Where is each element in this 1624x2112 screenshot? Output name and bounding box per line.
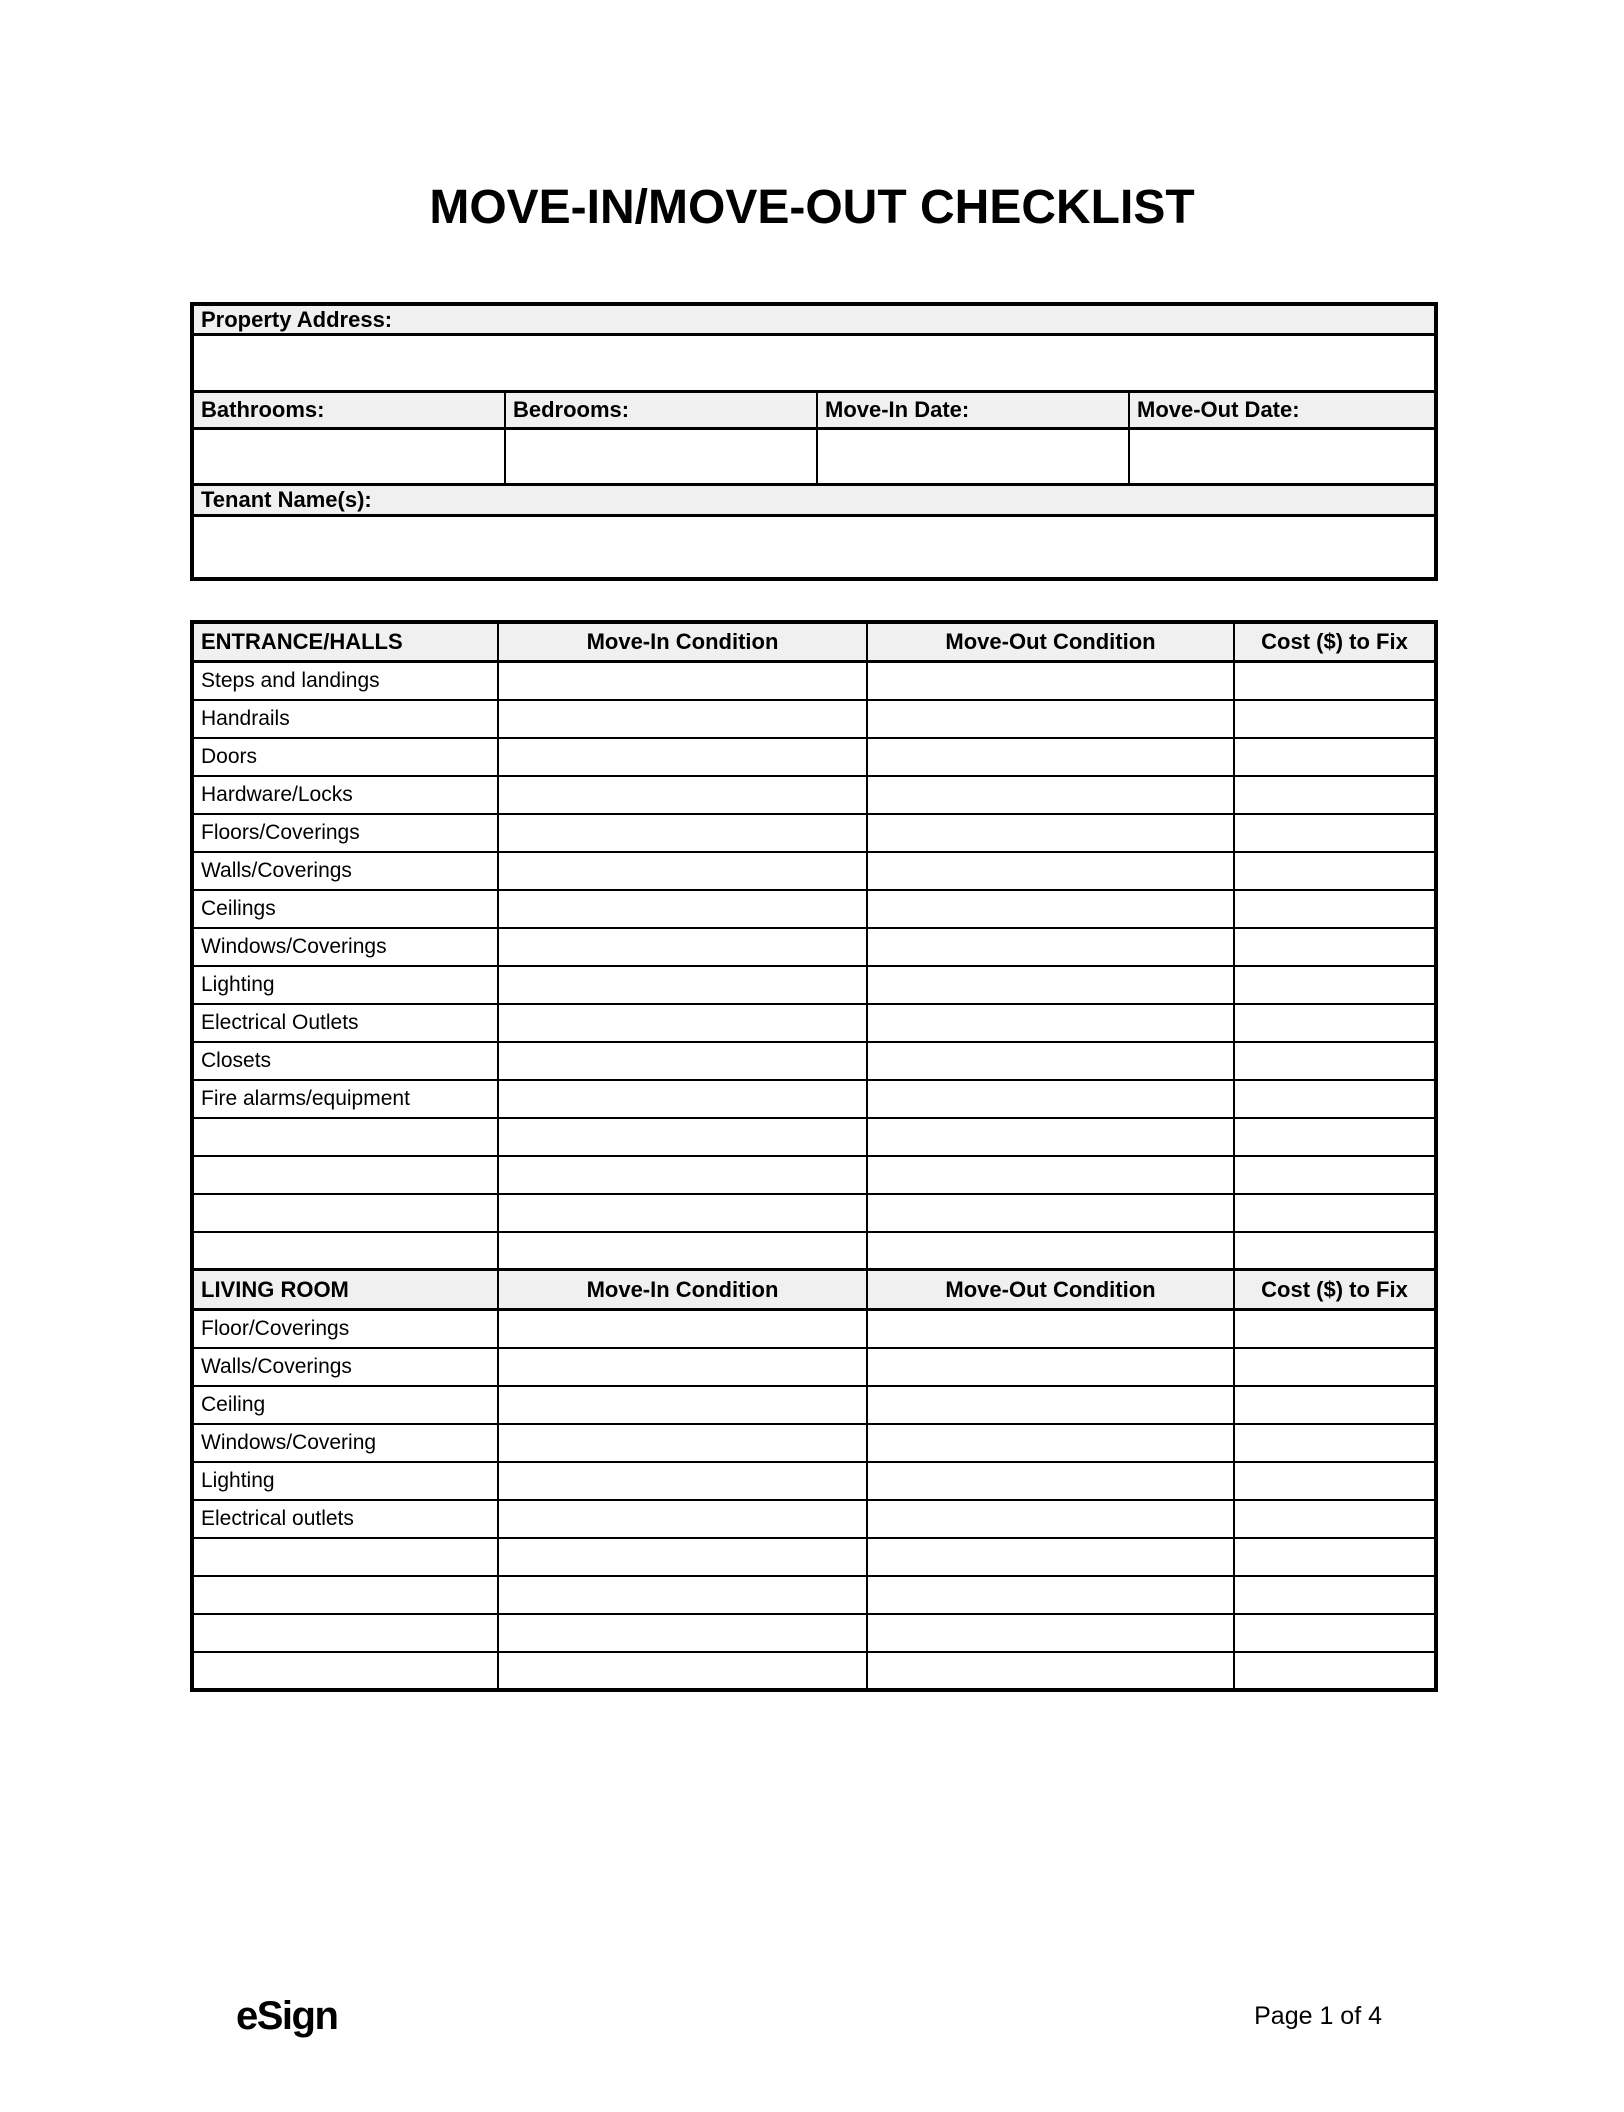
document-content <box>190 0 1434 1692</box>
living-room-section <box>192 1270 1436 1690</box>
property-address-value-row <box>192 335 1436 392</box>
item-label-field[interactable] <box>192 1652 498 1690</box>
move-in-condition-cell[interactable] <box>498 1310 867 1348</box>
move-in-condition-cell[interactable] <box>498 738 867 776</box>
cost-to-fix-cell[interactable] <box>1234 1500 1436 1538</box>
cost-to-fix-cell[interactable] <box>1234 700 1436 738</box>
item-label: Electrical Outlets <box>192 1004 498 1042</box>
item-label: Windows/Covering <box>192 1424 498 1462</box>
section-header-row <box>192 622 1436 662</box>
bathrooms-field[interactable] <box>192 429 505 485</box>
move-out-condition-header: Move-Out Condition <box>867 622 1234 662</box>
item-label: Hardware/Locks <box>192 776 498 814</box>
bathrooms-label: Bathrooms: <box>192 392 505 429</box>
move-out-condition-cell[interactable] <box>867 700 1234 738</box>
move-out-condition-cell[interactable] <box>867 1652 1234 1690</box>
item-label-field[interactable] <box>192 1614 498 1652</box>
move-out-condition-cell[interactable] <box>867 1424 1234 1462</box>
tenant-names-value-row <box>192 516 1436 579</box>
move-in-condition-cell[interactable] <box>498 1156 867 1194</box>
move-in-condition-cell[interactable] <box>498 1194 867 1232</box>
checklist-row <box>192 1652 1436 1690</box>
move-in-condition-cell[interactable] <box>498 1500 867 1538</box>
item-label: Closets <box>192 1042 498 1080</box>
move-out-condition-cell[interactable] <box>867 1462 1234 1500</box>
item-label-field[interactable] <box>192 1232 498 1270</box>
move-in-condition-cell[interactable] <box>498 700 867 738</box>
move-out-condition-cell[interactable] <box>867 1348 1234 1386</box>
cost-to-fix-cell[interactable] <box>1234 1118 1436 1156</box>
item-label: Lighting <box>192 1462 498 1500</box>
move-out-condition-cell[interactable] <box>867 1614 1234 1652</box>
checklist-row <box>192 1614 1436 1652</box>
move-in-condition-cell[interactable] <box>498 852 867 890</box>
checklist-row <box>192 1538 1436 1576</box>
item-label: Ceilings <box>192 890 498 928</box>
checklist-row <box>192 1042 1436 1080</box>
move-out-condition-cell[interactable] <box>867 1080 1234 1118</box>
move-in-condition-cell[interactable] <box>498 662 867 700</box>
cost-to-fix-cell[interactable] <box>1234 738 1436 776</box>
move-out-condition-cell[interactable] <box>867 1500 1234 1538</box>
property-address-field[interactable] <box>192 335 1436 392</box>
unit-info-value-row <box>192 429 1436 485</box>
item-label: Floor/Coverings <box>192 1310 498 1348</box>
checklist-table <box>190 620 1438 1692</box>
property-info-table <box>190 302 1438 581</box>
tenant-names-field[interactable] <box>192 516 1436 579</box>
move-out-condition-cell[interactable] <box>867 1386 1234 1424</box>
move-in-condition-cell[interactable] <box>498 1004 867 1042</box>
checklist-row <box>192 1080 1436 1118</box>
cost-to-fix-cell[interactable] <box>1234 966 1436 1004</box>
checklist-row <box>192 1310 1436 1348</box>
move-out-condition-cell[interactable] <box>867 928 1234 966</box>
item-label: Doors <box>192 738 498 776</box>
item-label-field[interactable] <box>192 1538 498 1576</box>
item-label: Walls/Coverings <box>192 1348 498 1386</box>
cost-to-fix-cell[interactable] <box>1234 1348 1436 1386</box>
cost-to-fix-cell[interactable] <box>1234 1462 1436 1500</box>
cost-to-fix-cell[interactable] <box>1234 662 1436 700</box>
checklist-row <box>192 1500 1436 1538</box>
checklist-row <box>192 928 1436 966</box>
move-in-condition-cell[interactable] <box>498 1576 867 1614</box>
section-title: LIVING ROOM <box>192 1270 498 1310</box>
item-label: Walls/Coverings <box>192 852 498 890</box>
item-label: Handrails <box>192 700 498 738</box>
cost-to-fix-cell[interactable] <box>1234 1156 1436 1194</box>
cost-to-fix-cell[interactable] <box>1234 890 1436 928</box>
tenant-names-header-row <box>192 485 1436 516</box>
move-in-condition-cell[interactable] <box>498 1538 867 1576</box>
cost-to-fix-cell[interactable] <box>1234 928 1436 966</box>
checklist-row <box>192 1386 1436 1424</box>
move-out-condition-cell[interactable] <box>867 890 1234 928</box>
move-in-condition-cell[interactable] <box>498 1386 867 1424</box>
cost-to-fix-cell[interactable] <box>1234 1614 1436 1652</box>
move-out-date-field[interactable] <box>1129 429 1436 485</box>
cost-to-fix-header: Cost ($) to Fix <box>1234 1270 1436 1310</box>
item-label: Steps and landings <box>192 662 498 700</box>
move-in-condition-cell[interactable] <box>498 1424 867 1462</box>
move-out-date-label: Move-Out Date: <box>1129 392 1436 429</box>
move-in-condition-cell[interactable] <box>498 890 867 928</box>
move-out-condition-cell[interactable] <box>867 1194 1234 1232</box>
item-label-field[interactable] <box>192 1118 498 1156</box>
bedrooms-label: Bedrooms: <box>505 392 817 429</box>
checklist-row <box>192 700 1436 738</box>
move-in-condition-cell[interactable] <box>498 1118 867 1156</box>
checklist-row <box>192 890 1436 928</box>
checklist-row <box>192 966 1436 1004</box>
page-footer <box>190 1990 1434 2042</box>
checklist-row <box>192 1576 1436 1614</box>
cost-to-fix-cell[interactable] <box>1234 814 1436 852</box>
cost-to-fix-cell[interactable] <box>1234 1232 1436 1270</box>
cost-to-fix-cell[interactable] <box>1234 1424 1436 1462</box>
cost-to-fix-cell[interactable] <box>1234 1042 1436 1080</box>
move-out-condition-cell[interactable] <box>867 776 1234 814</box>
property-address-label: Property Address: <box>192 304 1436 335</box>
checklist-row <box>192 1424 1436 1462</box>
section-header-row <box>192 1270 1436 1310</box>
checklist-row <box>192 1232 1436 1270</box>
move-out-condition-cell[interactable] <box>867 1232 1234 1270</box>
cost-to-fix-cell[interactable] <box>1234 1538 1436 1576</box>
unit-info-header-row <box>192 392 1436 429</box>
cost-to-fix-cell[interactable] <box>1234 1652 1436 1690</box>
move-out-condition-cell[interactable] <box>867 662 1234 700</box>
checklist-row <box>192 738 1436 776</box>
item-label: Windows/Coverings <box>192 928 498 966</box>
item-label: Lighting <box>192 966 498 1004</box>
page-indicator: Page 1 of 4 <box>1254 2001 1382 2030</box>
move-in-condition-cell[interactable] <box>498 1652 867 1690</box>
move-in-condition-cell[interactable] <box>498 1080 867 1118</box>
property-address-header-row <box>192 304 1436 335</box>
item-label-field[interactable] <box>192 1576 498 1614</box>
move-in-condition-header: Move-In Condition <box>498 622 867 662</box>
cost-to-fix-cell[interactable] <box>1234 1386 1436 1424</box>
move-out-condition-cell[interactable] <box>867 1004 1234 1042</box>
move-out-condition-cell[interactable] <box>867 1156 1234 1194</box>
move-out-condition-cell[interactable] <box>867 1538 1234 1576</box>
checklist-row <box>192 814 1436 852</box>
move-in-condition-header: Move-In Condition <box>498 1270 867 1310</box>
item-label: Floors/Coverings <box>192 814 498 852</box>
move-in-condition-cell[interactable] <box>498 776 867 814</box>
move-in-date-field[interactable] <box>817 429 1129 485</box>
cost-to-fix-cell[interactable] <box>1234 852 1436 890</box>
move-out-condition-cell[interactable] <box>867 1118 1234 1156</box>
checklist-row <box>192 1004 1436 1042</box>
checklist-row <box>192 1462 1436 1500</box>
checklist-row <box>192 1194 1436 1232</box>
move-out-condition-header: Move-Out Condition <box>867 1270 1234 1310</box>
checklist-row <box>192 1348 1436 1386</box>
move-in-condition-cell[interactable] <box>498 1462 867 1500</box>
move-out-condition-cell[interactable] <box>867 814 1234 852</box>
bedrooms-field[interactable] <box>505 429 817 485</box>
move-in-condition-cell[interactable] <box>498 966 867 1004</box>
item-label: Fire alarms/equipment <box>192 1080 498 1118</box>
move-out-condition-cell[interactable] <box>867 1042 1234 1080</box>
cost-to-fix-header: Cost ($) to Fix <box>1234 622 1436 662</box>
cost-to-fix-cell[interactable] <box>1234 776 1436 814</box>
move-out-condition-cell[interactable] <box>867 1576 1234 1614</box>
item-label-field[interactable] <box>192 1156 498 1194</box>
checklist-row <box>192 662 1436 700</box>
move-in-condition-cell[interactable] <box>498 1348 867 1386</box>
cost-to-fix-cell[interactable] <box>1234 1194 1436 1232</box>
checklist-row <box>192 776 1436 814</box>
checklist-row <box>192 1156 1436 1194</box>
checklist-row <box>192 1118 1436 1156</box>
move-in-condition-cell[interactable] <box>498 1042 867 1080</box>
cost-to-fix-cell[interactable] <box>1234 1576 1436 1614</box>
move-in-condition-cell[interactable] <box>498 814 867 852</box>
move-in-date-label: Move-In Date: <box>817 392 1129 429</box>
checklist-row <box>192 852 1436 890</box>
cost-to-fix-cell[interactable] <box>1234 1310 1436 1348</box>
move-in-condition-cell[interactable] <box>498 1232 867 1270</box>
move-in-condition-cell[interactable] <box>498 1614 867 1652</box>
cost-to-fix-cell[interactable] <box>1234 1004 1436 1042</box>
item-label: Ceiling <box>192 1386 498 1424</box>
cost-to-fix-cell[interactable] <box>1234 1080 1436 1118</box>
section-title: ENTRANCE/HALLS <box>192 622 498 662</box>
entrance-halls-section <box>192 622 1436 1270</box>
move-out-condition-cell[interactable] <box>867 1310 1234 1348</box>
move-in-condition-cell[interactable] <box>498 928 867 966</box>
move-out-condition-cell[interactable] <box>867 852 1234 890</box>
move-out-condition-cell[interactable] <box>867 966 1234 1004</box>
tenant-names-label: Tenant Name(s): <box>192 485 1436 516</box>
move-out-condition-cell[interactable] <box>867 738 1234 776</box>
item-label: Electrical outlets <box>192 1500 498 1538</box>
page-title: MOVE-IN/MOVE-OUT CHECKLIST <box>429 181 1195 234</box>
esign-logo: eSign <box>236 1993 338 2038</box>
item-label-field[interactable] <box>192 1194 498 1232</box>
